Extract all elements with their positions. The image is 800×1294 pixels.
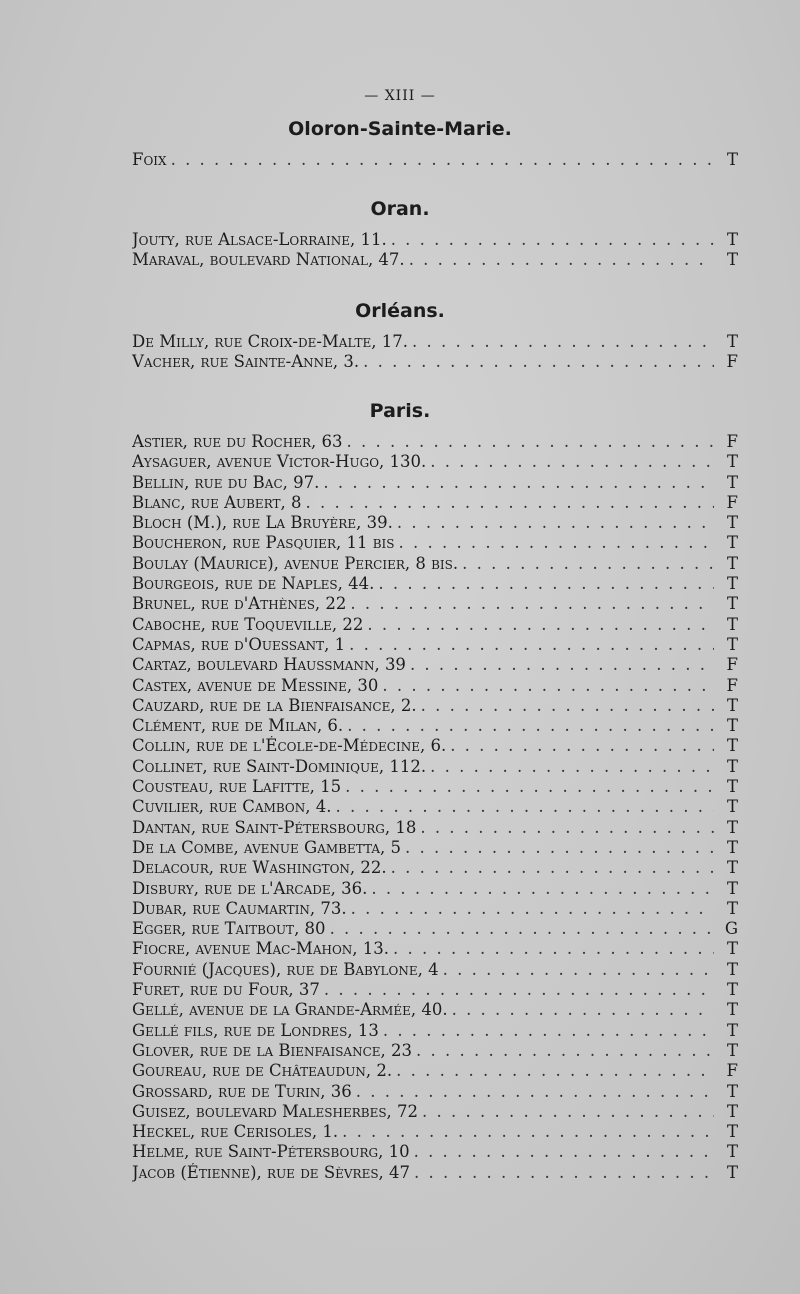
entry-code: T bbox=[726, 1020, 738, 1040]
dot-leader bbox=[345, 777, 714, 797]
dot-leader bbox=[349, 635, 714, 655]
entry-code: T bbox=[726, 230, 738, 249]
entry-code: T bbox=[726, 898, 738, 918]
entry-code: T bbox=[726, 959, 738, 979]
dot-leader bbox=[342, 1122, 714, 1142]
entry-name: Blanc, rue Aubert, 8 bbox=[132, 492, 302, 512]
section-title: Orléans. bbox=[355, 300, 445, 322]
list-item bbox=[132, 818, 738, 838]
entry-name: Gellé fils, rue de Londres, 13 bbox=[132, 1020, 379, 1040]
list-item bbox=[132, 1102, 738, 1122]
section-title: Paris. bbox=[369, 400, 431, 422]
list-item bbox=[132, 797, 738, 817]
list-item bbox=[132, 452, 738, 472]
entry-code: F bbox=[726, 352, 738, 372]
list-item bbox=[132, 736, 738, 756]
entry-name: Clément, rue de Milan, 6. bbox=[132, 716, 344, 736]
list-item bbox=[132, 635, 738, 655]
entry-name: Cousteau, rue Lafitte, 15 bbox=[132, 777, 342, 797]
list-item bbox=[132, 574, 738, 594]
dot-leader bbox=[347, 432, 715, 452]
entry-code: T bbox=[726, 452, 738, 472]
entry-code: F bbox=[726, 492, 738, 512]
entry-name: Foix bbox=[132, 150, 167, 169]
entry-name: Capmas, rue d'Ouessant, 1 bbox=[132, 634, 346, 654]
dot-leader bbox=[405, 838, 714, 858]
dot-leader bbox=[414, 1163, 714, 1183]
list-item bbox=[132, 352, 738, 372]
list-item bbox=[132, 858, 738, 878]
entry-code: T bbox=[726, 472, 738, 492]
dot-leader bbox=[410, 655, 714, 675]
dot-leader bbox=[363, 352, 714, 372]
dot-leader bbox=[391, 230, 714, 250]
dot-leader bbox=[420, 818, 714, 838]
entry-code: T bbox=[726, 1040, 738, 1060]
entry-code: T bbox=[726, 553, 738, 573]
dot-leader bbox=[335, 797, 714, 817]
entry-code: G bbox=[724, 919, 738, 939]
list-item bbox=[132, 615, 738, 635]
entry-name: Glover, rue de la Bienfaisance, 23 bbox=[132, 1040, 413, 1060]
list-item bbox=[132, 332, 738, 352]
list-item bbox=[132, 939, 738, 959]
entry-code: T bbox=[726, 533, 738, 553]
entry-code: F bbox=[726, 655, 738, 675]
entry-code: T bbox=[726, 594, 738, 614]
list-item bbox=[132, 1000, 738, 1020]
dot-leader bbox=[393, 939, 714, 959]
entry-name: De Milly, rue Croix-de-Malte, 17. bbox=[132, 332, 408, 351]
entry-name: Maraval, boulevard National, 47. bbox=[132, 250, 405, 270]
list-item bbox=[132, 150, 738, 170]
entry-code: T bbox=[726, 332, 738, 351]
entry-code: T bbox=[726, 797, 738, 817]
entry-code: T bbox=[726, 1101, 738, 1121]
entry-code: T bbox=[726, 837, 738, 857]
entry-code: T bbox=[726, 513, 738, 533]
dot-leader bbox=[306, 493, 714, 513]
entry-name: Collinet, rue Saint-Dominique, 112. bbox=[132, 756, 427, 776]
section-title: Oloron-Sainte-Marie. bbox=[288, 118, 512, 140]
entry-name: Cauzard, rue de la Bienfaisance, 2. bbox=[132, 695, 417, 715]
section-oran bbox=[0, 198, 800, 271]
list-item bbox=[132, 716, 738, 736]
entry-name: Aysaguer, avenue Victor-Hugo, 130. bbox=[132, 452, 427, 472]
entry-name: Brunel, rue d'Athènes, 22 bbox=[132, 594, 347, 614]
entry-name: Fournié (Jacques), rue de Babylone, 4 bbox=[132, 959, 439, 979]
dot-leader bbox=[416, 1041, 714, 1061]
entry-name: Delacour, rue Washington, 22. bbox=[132, 858, 387, 878]
entry-code: T bbox=[726, 716, 738, 736]
entry-code: T bbox=[726, 614, 738, 634]
dot-leader bbox=[367, 615, 714, 635]
entry-code: T bbox=[726, 695, 738, 715]
entry-name: Cuvilier, rue Cambon, 4. bbox=[132, 797, 332, 817]
list-item bbox=[132, 594, 738, 614]
entry-code: T bbox=[726, 1081, 738, 1101]
entry-code: T bbox=[726, 777, 738, 797]
list-item bbox=[132, 1041, 738, 1061]
list-item bbox=[132, 980, 738, 1000]
entry-name: Grossard, rue de Turin, 36 bbox=[132, 1081, 352, 1101]
dot-leader bbox=[422, 1102, 714, 1122]
dot-leader bbox=[324, 980, 714, 1000]
dot-leader bbox=[414, 1142, 714, 1162]
dot-leader bbox=[396, 1061, 714, 1081]
dot-leader bbox=[430, 757, 714, 777]
entry-list bbox=[0, 432, 800, 1183]
list-item bbox=[132, 960, 738, 980]
list-item bbox=[132, 432, 738, 452]
entry-name: Goureau, rue de Châteaudun, 2. bbox=[132, 1061, 393, 1081]
entry-code: T bbox=[726, 878, 738, 898]
list-item bbox=[132, 919, 738, 939]
entry-code: T bbox=[726, 250, 738, 270]
entry-name: Bellin, rue du Bac, 97. bbox=[132, 472, 320, 492]
dot-leader bbox=[356, 1082, 714, 1102]
entry-name: Dantan, rue Saint-Pétersbourg, 18 bbox=[132, 817, 417, 837]
entry-code: T bbox=[726, 1142, 738, 1162]
entry-code: T bbox=[726, 1000, 738, 1020]
list-item bbox=[132, 655, 738, 675]
entry-code: T bbox=[726, 1162, 738, 1182]
list-item bbox=[132, 676, 738, 696]
dot-leader bbox=[397, 513, 714, 533]
entry-name: Boucheron, rue Pasquier, 11 bis bbox=[132, 533, 395, 553]
dot-leader bbox=[383, 1021, 714, 1041]
list-item bbox=[132, 1061, 738, 1081]
entry-code: T bbox=[726, 150, 738, 169]
dot-leader bbox=[347, 716, 714, 736]
entry-code: F bbox=[726, 1061, 738, 1081]
entry-name: Fiocre, avenue Mac-Mahon, 13. bbox=[132, 939, 390, 959]
entry-name: Cartaz, boulevard Haussmann, 39 bbox=[132, 655, 406, 675]
entry-name: Dubar, rue Caumartin, 73. bbox=[132, 898, 347, 918]
entry-name: Boulay (Maurice), avenue Percier, 8 bis. bbox=[132, 553, 459, 573]
dot-leader bbox=[452, 1000, 714, 1020]
list-item bbox=[132, 838, 738, 858]
list-item bbox=[132, 230, 738, 250]
entry-name: Jacob (Étienne), rue de Sèvres, 47 bbox=[132, 1162, 411, 1182]
entry-name: Caboche, rue Toqueville, 22 bbox=[132, 614, 364, 634]
entry-name: Heckel, rue Cerisoles, 1. bbox=[132, 1122, 339, 1142]
entry-name: Astier, rue du Rocher, 63 bbox=[132, 432, 343, 451]
section-paris bbox=[0, 400, 800, 1183]
entry-code: T bbox=[726, 634, 738, 654]
dot-leader bbox=[412, 332, 714, 352]
list-item bbox=[132, 473, 738, 493]
entry-code: F bbox=[726, 675, 738, 695]
entry-name: De la Combe, avenue Gambetta, 5 bbox=[132, 837, 401, 857]
section-orleans bbox=[0, 300, 800, 373]
dot-leader bbox=[382, 676, 714, 696]
entry-name: Vacher, rue Sainte-Anne, 3. bbox=[132, 352, 360, 372]
entry-name: Bloch (M.), rue La Bruyère, 39. bbox=[132, 513, 393, 533]
list-item bbox=[132, 250, 738, 270]
list-item bbox=[132, 879, 738, 899]
list-item bbox=[132, 696, 738, 716]
list-item bbox=[132, 757, 738, 777]
entry-name: Bourgeois, rue de Naples, 44. bbox=[132, 574, 375, 594]
entry-name: Jouty, rue Alsace-Lorraine, 11. bbox=[132, 230, 387, 249]
dot-leader bbox=[171, 150, 714, 170]
dot-leader bbox=[443, 960, 714, 980]
list-item bbox=[132, 1122, 738, 1142]
list-item bbox=[132, 1082, 738, 1102]
dot-leader bbox=[391, 858, 714, 878]
list-item bbox=[132, 1021, 738, 1041]
dot-leader bbox=[430, 452, 714, 472]
list-item bbox=[132, 777, 738, 797]
dot-leader bbox=[462, 554, 714, 574]
entry-code: T bbox=[726, 736, 738, 756]
entry-name: Castex, avenue de Messine, 30 bbox=[132, 675, 379, 695]
entry-code: T bbox=[726, 980, 738, 1000]
list-item bbox=[132, 533, 738, 553]
entry-code: T bbox=[726, 858, 738, 878]
dot-leader bbox=[421, 696, 714, 716]
list-item bbox=[132, 1163, 738, 1183]
entry-name: Egger, rue Taitbout, 80 bbox=[132, 919, 326, 939]
entry-name: Helme, rue Saint-Pétersbourg, 10 bbox=[132, 1142, 410, 1162]
dot-leader bbox=[378, 574, 714, 594]
section-oloron bbox=[0, 118, 800, 170]
dot-leader bbox=[409, 250, 714, 270]
list-item bbox=[132, 1142, 738, 1162]
entry-code: T bbox=[726, 756, 738, 776]
list-item bbox=[132, 493, 738, 513]
section-title: Oran. bbox=[370, 198, 430, 220]
list-item bbox=[132, 513, 738, 533]
entry-name: Guisez, boulevard Malesherbes, 72 bbox=[132, 1101, 419, 1121]
entry-code: T bbox=[726, 817, 738, 837]
dot-leader bbox=[398, 533, 714, 553]
entry-name: Disbury, rue de l'Arcade, 36. bbox=[132, 878, 368, 898]
list-item bbox=[132, 554, 738, 574]
entry-code: T bbox=[726, 939, 738, 959]
dot-leader bbox=[350, 594, 714, 614]
entry-code: T bbox=[726, 574, 738, 594]
dot-leader bbox=[323, 473, 714, 493]
entry-code: T bbox=[726, 1122, 738, 1142]
entry-name: Collin, rue de l'École-de-Médecine, 6. bbox=[132, 736, 447, 756]
entry-name: Furet, rue du Four, 37 bbox=[132, 980, 320, 1000]
dot-leader bbox=[371, 879, 714, 899]
entry-code: F bbox=[726, 432, 738, 451]
entry-name: Gellé, avenue de la Grande-Armée, 40. bbox=[132, 1000, 448, 1020]
page-number: — XIII — bbox=[364, 88, 436, 104]
list-item bbox=[132, 899, 738, 919]
dot-leader bbox=[351, 899, 714, 919]
dot-leader bbox=[450, 736, 714, 756]
dot-leader bbox=[330, 919, 714, 939]
